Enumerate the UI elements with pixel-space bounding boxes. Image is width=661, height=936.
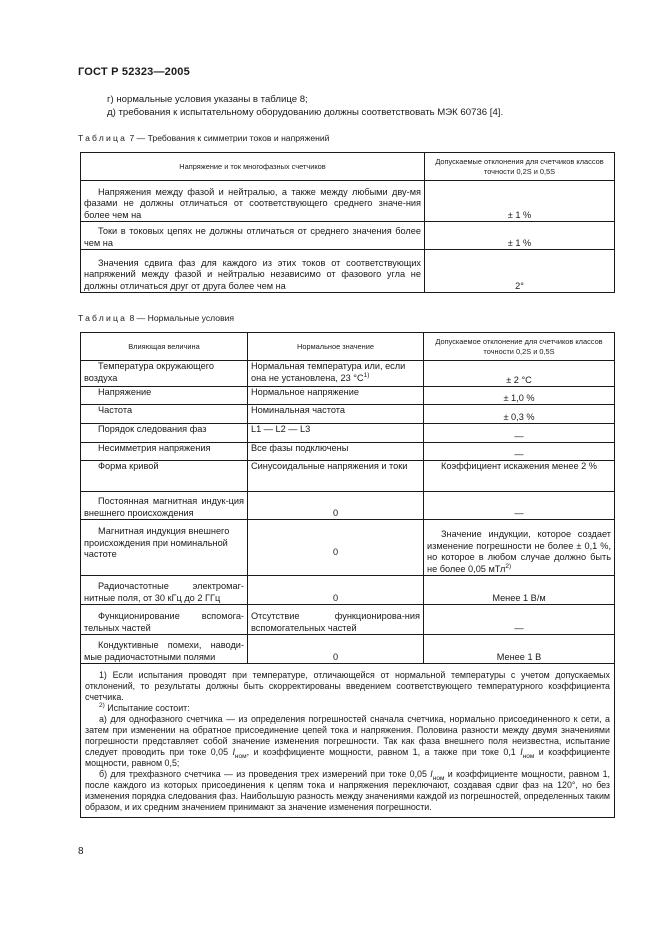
table8-caption xyxy=(78,313,234,323)
current-symbol: I xyxy=(520,747,523,757)
table8-notes-row xyxy=(81,664,615,818)
table-8 xyxy=(80,332,615,818)
table8-cell-quantity: Несимметрия напряжения xyxy=(81,443,248,461)
table8-cell-deviation: — xyxy=(424,424,615,443)
table8-cell-normal: 0 xyxy=(248,576,424,605)
table8-cell-deviation: ± 1,0 % xyxy=(424,387,615,405)
table7-header-row xyxy=(81,153,615,181)
footnote-2a-text-3: и коэффициенте мощности, равном 0,5; xyxy=(85,747,610,768)
footnote-2b-text-2: и коэффициенте мощности, равном 1, после каждого из которых присоединения к цепям тока и напряжения переключают, создавая сдвиг фаз на 120°, но без изменения порядка следования фаз. Наибольшую разность между значениями каждой из погрешностей, определенных таким образом, и их средним значением принимают за значение изменения погрешности. xyxy=(85,769,610,812)
table8-cell-quantity: Радиочастотные электромаг-нитные поля, от 30 кГц до 2 ГГц xyxy=(81,576,248,605)
table-row xyxy=(81,492,615,520)
table8-cell-quantity: Частота xyxy=(81,405,248,424)
table7-caption-prefix: Таблица xyxy=(78,133,128,143)
table8-cell-normal: Все фазы подключены xyxy=(248,443,424,461)
table8-cell-deviation: ± 0,3 % xyxy=(424,405,615,424)
table8-caption-title: 8 — Нормальные условия xyxy=(127,313,235,323)
table8-caption-prefix: Таблица xyxy=(78,313,128,323)
table8-cell-deviation: ± 2 °C xyxy=(424,361,615,387)
table8-cell-normal: Нормальное напряжение xyxy=(248,387,424,405)
table-row xyxy=(81,387,615,405)
table-row xyxy=(81,443,615,461)
table8-cell-normal-text: Нормальная температура или, если она не установлена, 23 °C xyxy=(251,361,406,383)
table7-cell-value: 2° xyxy=(425,250,615,293)
footnote-2a xyxy=(85,714,610,769)
footnote-1: 1) Если испытания проводят при температуре, отличающейся от нормальной температуры с учетом допускаемых отклонений, то результаты должны быть скорректированы введением соответствующего температурного коэффициента счетчика. xyxy=(85,670,610,702)
table8-cell-quantity: Постоянная магнитная индук-ция внешнего происхождения xyxy=(81,492,248,520)
table8-cell-quantity: Напряжение xyxy=(81,387,248,405)
table8-cell-normal: 0 xyxy=(248,492,424,520)
document-header: ГОСТ Р 52323—2005 xyxy=(78,66,190,78)
footnote-2a-text-2: , и коэффициенте мощности, равном 1, а также при токе 0,1 xyxy=(246,747,521,757)
footnote-2a-text-1: а) для однофазного счетчика — из определения погрешностей сначала счетчика, нормально присоединенного к сети, а затем при изменении на обратное присоединение цепей тока и напряжения. Половина разности между двумя значениями погрешности представляет собой значение изменения погрешности. Так как фаза внешнего поля неизвестна, испытание следует проводить при токе 0,05 xyxy=(85,714,610,757)
table8-notes xyxy=(81,664,615,818)
table8-col-header-2: Нормальное значение xyxy=(248,333,424,361)
table8-cell-deviation: Менее 1 В/м xyxy=(424,576,615,605)
table8-cell-normal: Синусоидальные напряжения и токи xyxy=(248,461,424,492)
table-row xyxy=(81,424,615,443)
current-subscript: ном xyxy=(234,752,247,760)
table-row xyxy=(81,520,615,576)
table8-cell-quantity: Порядок следования фаз xyxy=(81,424,248,443)
intro-item-g: г) нормальные условия указаны в таблице 8; xyxy=(107,94,308,105)
table-row xyxy=(81,222,615,250)
table7-cell-text: Значения сдвига фаз для каждого из этих токов от соответствующих напряжений между фазой и нейтралью независимо от фазового угла не должны отличаться друг от друга более чем на xyxy=(81,250,425,293)
table8-cell-normal: 0 xyxy=(248,635,424,664)
table8-cell-quantity: Форма кривой xyxy=(81,461,248,492)
table8-cell-deviation: — xyxy=(424,605,615,635)
table8-cell-normal: Отсутствие функционирова-ния вспомогательных частей xyxy=(248,605,424,635)
table-row xyxy=(81,250,615,293)
table-7 xyxy=(80,152,615,293)
table8-cell-normal: L1 — L2 — L3 xyxy=(248,424,424,443)
current-symbol: I xyxy=(430,769,433,779)
table8-cell-normal: 0 xyxy=(248,520,424,576)
table8-cell-deviation-text: Значение индукции, которое создает изменение погрешности не более ± 0,1 %, но которое в любом случае должно быть не более 0,05 мТл xyxy=(427,529,611,574)
table8-col-header-3: Допускаемое отклонение для счетчиков классов точности 0,2S и 0,5S xyxy=(424,333,615,361)
current-subscript: ном xyxy=(432,774,445,782)
table7-caption xyxy=(78,133,329,143)
table8-cell-deviation: — xyxy=(424,443,615,461)
table7-cell-value: ± 1 % xyxy=(425,222,615,250)
table8-header-row xyxy=(81,333,615,361)
intro-item-d: д) требования к испытательному оборудованию должны соответствовать МЭК 60736 [4]. xyxy=(107,107,504,118)
footnote-2 xyxy=(85,703,610,714)
table8-cell-quantity: Функционирование вспомога-тельных частей xyxy=(81,605,248,635)
current-symbol: I xyxy=(232,747,235,757)
footnote-2-mark: 2) xyxy=(99,702,105,710)
table-row xyxy=(81,461,615,492)
table7-col-header-2: Допускаемые отклонения для счетчиков классов точности 0,2S и 0,5S xyxy=(425,153,615,181)
table-row xyxy=(81,361,615,387)
table7-caption-title: 7 — Требования к симметрии токов и напряжений xyxy=(127,133,330,143)
table-row xyxy=(81,181,615,222)
table8-cell-deviation: — xyxy=(424,492,615,520)
table8-cell-deviation: Коэффициент искажения менее 2 % xyxy=(424,461,615,492)
table-row xyxy=(81,635,615,664)
table7-cell-value: ± 1 % xyxy=(425,181,615,222)
table8-cell-quantity: Магнитная индукция внешнего происхождения при номинальной частоте xyxy=(81,520,248,576)
table-row xyxy=(81,576,615,605)
table8-cell-deviation: Менее 1 В xyxy=(424,635,615,664)
current-subscript: ном xyxy=(522,752,535,760)
table8-col-header-1: Влияющая величина xyxy=(81,333,248,361)
footnote-ref-2: 2) xyxy=(505,562,512,570)
page-number: 8 xyxy=(78,846,84,857)
footnote-2-text: Испытание состоит: xyxy=(104,703,190,713)
table7-cell-text: Токи в токовых цепях не должны отличаться от среднего значения более чем на xyxy=(81,222,425,250)
footnote-ref-1: 1) xyxy=(363,371,370,379)
table8-cell-normal xyxy=(248,361,424,387)
footnote-2b xyxy=(85,769,610,813)
table7-col-header-1: Напряжение и ток многофазных счетчиков xyxy=(81,153,425,181)
table8-cell-deviation xyxy=(424,520,615,576)
footnote-2b-text-1: б) для трехфазного счетчика — из проведения трех измерений при токе 0,05 xyxy=(99,769,431,779)
table-row xyxy=(81,605,615,635)
table-row xyxy=(81,405,615,424)
table8-cell-normal: Номинальная частота xyxy=(248,405,424,424)
table8-cell-quantity: Кондуктивные помехи, наводи-мые радиочастотными полями xyxy=(81,635,248,664)
table7-cell-text: Напряжения между фазой и нейтралью, а также между любыми дву-мя фазами не должны отличаться от соответствующего среднего значе-ния более чем на xyxy=(81,181,425,222)
table8-cell-quantity: Температура окружающего воздуха xyxy=(81,361,248,387)
